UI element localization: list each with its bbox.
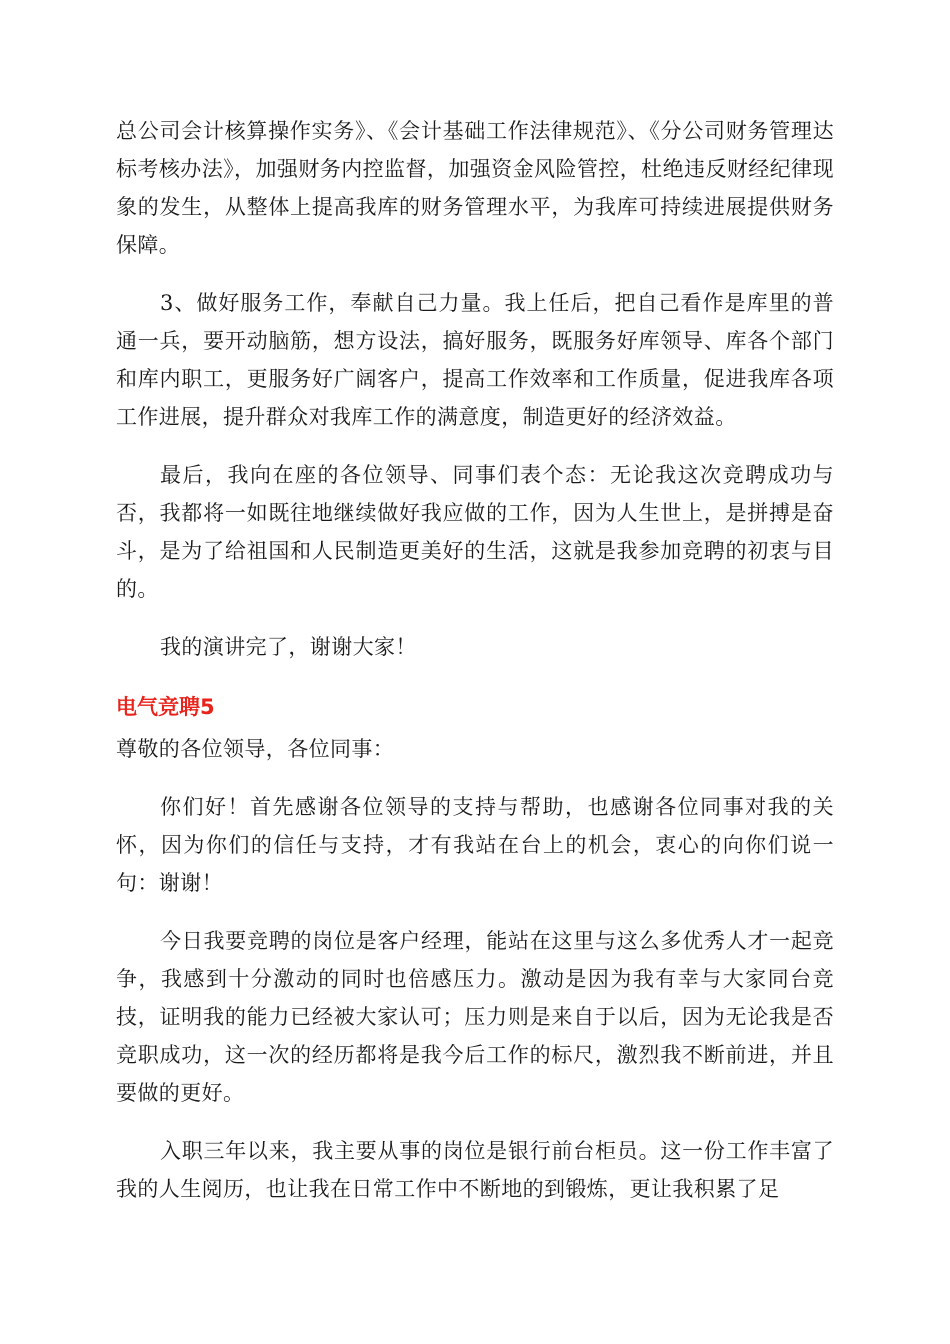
paragraph-thanks: 我的演讲完了，谢谢大家！: [160, 635, 417, 659]
salutation: 尊敬的各位领导，各位同事：: [116, 737, 395, 761]
paragraph-greeting: 你们好！首先感谢各位领导的支持与帮助，也感谢各位同事对我的关怀，因为你们的信任与支持，才有我站在台上的机会，衷心的向你们说一句：谢谢！: [116, 795, 834, 895]
paragraph-position: 今日我要竞聘的岗位是客户经理，能站在这里与这么多优秀人才一起竞争，我感到十分激动的同时也倍感压力。激动是因为我有幸与大家同台竞技，证明我的能力已经被大家认可；压力则是来自于以后，因为无论我是否竞职成功，这一次的经历都将是我今后工作的标尺，激烈我不断前进，并且要做的更好。: [116, 929, 834, 1105]
paragraph-service-work: 3、做好服务工作，奉献自己力量。我上任后，把自己看作是库里的普通一兵，要开动脑筋，想方设法，搞好服务，既服务好库领导、库各个部门和库内职工，更服务好广阔客户，提高工作效率和工作质量，促进我库各项工作进展，提升群众对我库工作的满意度，制造更好的经济效益。: [116, 291, 834, 429]
section-heading: 电气竞聘5: [116, 695, 215, 719]
document-body: [116, 112, 834, 1208]
paragraph-closing-statement: 最后，我向在座的各位领导、同事们表个态：无论我这次竞聘成功与否，我都将一如既往地继续做好我应做的工作，因为人生世上，是拼搏是奋斗，是为了给祖国和人民制造更美好的生活，这就是我参加竞聘的初衷与目的。: [116, 463, 834, 601]
paragraph-continuation: 总公司会计核算操作实务》、《会计基础工作法律规范》、《分公司财务管理达标考核办法》，加强财务内控监督，加强资金风险管控，杜绝违反财经纪律现象的发生，从整体上提高我库的财务管理水平，为我库可持续进展提供财务保障。: [116, 119, 834, 257]
paragraph-experience: 入职三年以来，我主要从事的岗位是银行前台柜员。这一份工作丰富了我的人生阅历，也让我在日常工作中不断地的到锻炼，更让我积累了足: [116, 1139, 834, 1201]
